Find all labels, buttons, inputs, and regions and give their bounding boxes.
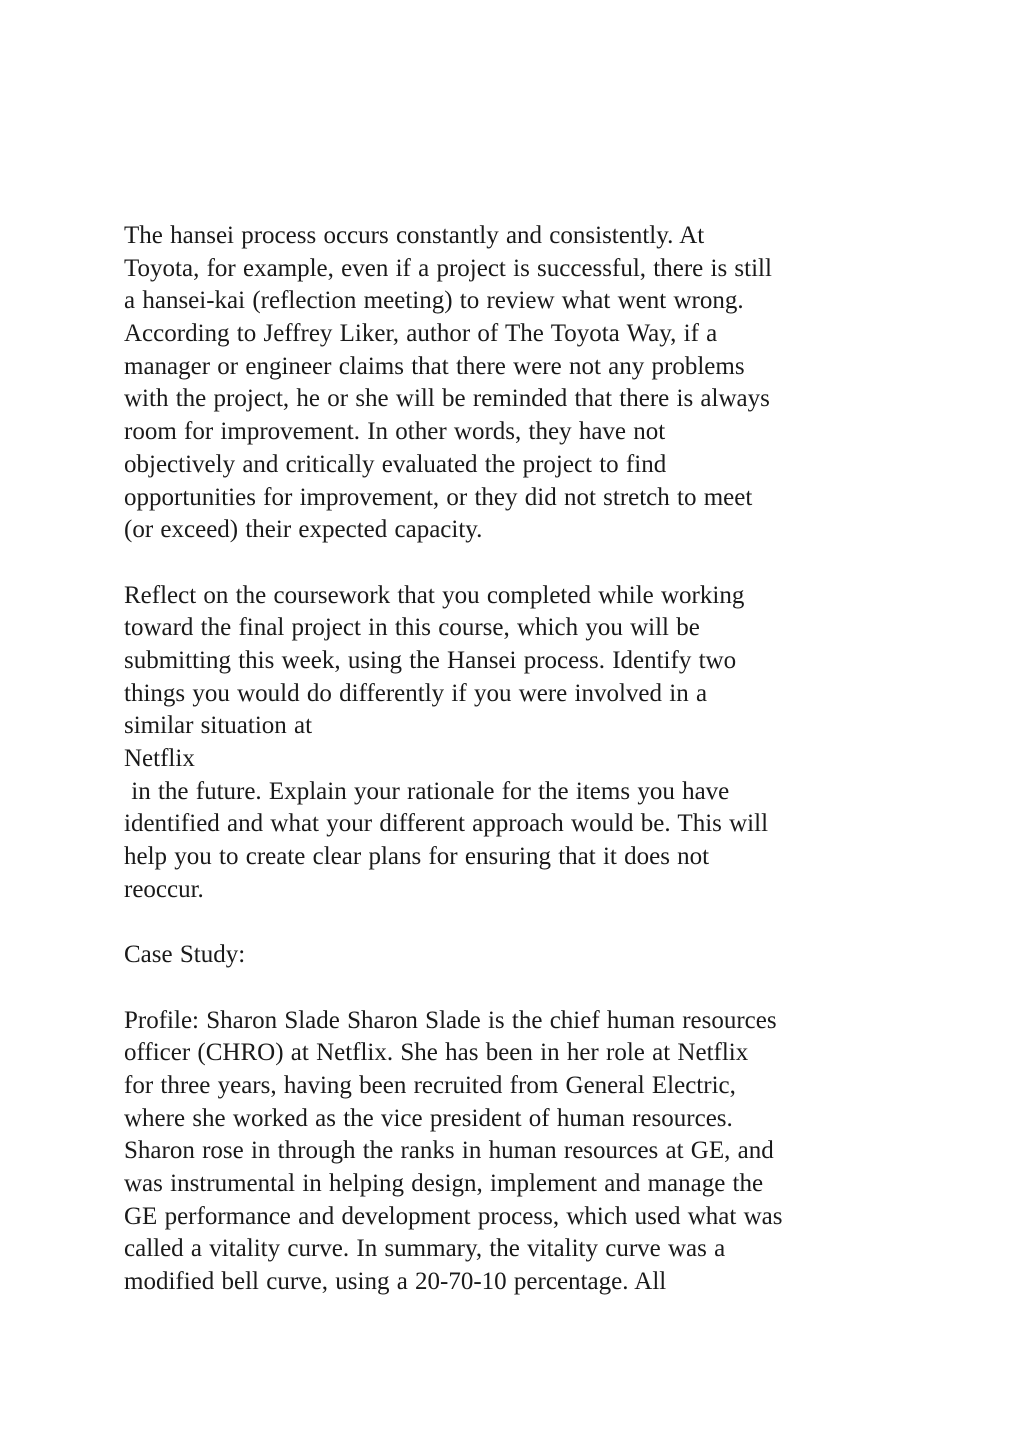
paragraph-spacer — [124, 547, 964, 580]
text-line: submitting this week, using the Hansei process. Identify two — [124, 646, 737, 674]
text-line: identified and what your different approach would be. This will — [124, 810, 769, 838]
text-line: called a vitality curve. In summary, the vitality curve was a — [124, 1235, 726, 1263]
text-line: for three years, having been recruited from General Electric, — [124, 1071, 736, 1099]
text-line: in the future. Explain your rationale for the items you have — [124, 777, 730, 805]
text-line: Reflect on the coursework that you completed while working — [124, 581, 745, 609]
paragraph-sharon-slade-profile — [124, 1005, 964, 1299]
paragraph-hansei-process — [124, 220, 964, 547]
text-line: toward the final project in this course, which you will be — [124, 614, 700, 642]
text-line: with the project, he or she will be reminded that there is always — [124, 385, 770, 413]
text-line: was instrumental in helping design, implement and manage the — [124, 1169, 764, 1197]
paragraph-reflection-prompt — [124, 580, 964, 907]
paragraph-spacer — [124, 906, 964, 939]
text-line: objectively and critically evaluated the project to find — [124, 450, 667, 478]
text-line: help you to create clear plans for ensuring that it does not — [124, 843, 710, 871]
text-line: Toyota, for example, even if a project is successful, there is still — [124, 254, 772, 282]
text-line: officer (CHRO) at Netflix. She has been in her role at Netflix — [124, 1039, 749, 1067]
text-line: things you would do differently if you were involved in a — [124, 679, 708, 707]
case-study-heading: Case Study: — [124, 941, 246, 969]
text-line: GE performance and development process, which used what was — [124, 1202, 783, 1230]
text-line: where she worked as the vice president of human resources. — [124, 1104, 733, 1132]
text-line: room for improvement. In other words, they have not — [124, 418, 666, 446]
text-line: Netflix — [124, 745, 195, 772]
text-line: opportunities for improvement, or they did not stretch to meet — [124, 483, 753, 511]
text-line: reoccur. — [124, 875, 204, 903]
text-line: Profile: Sharon Slade Sharon Slade is the chief human resources — [124, 1006, 777, 1034]
text-line: Sharon rose in through the ranks in human resources at GE, and — [124, 1137, 774, 1165]
text-line: manager or engineer claims that there were not any problems — [124, 352, 745, 380]
text-line: The hansei process occurs constantly and consistently. At — [124, 222, 705, 249]
text-line: modified bell curve, using a 20-70-10 percentage. All — [124, 1268, 667, 1295]
text-line: According to Jeffrey Liker, author of The Toyota Way, if a — [124, 320, 718, 348]
document-body — [124, 220, 964, 1299]
text-line: (or exceed) their expected capacity. — [124, 516, 483, 544]
text-line: similar situation at — [124, 712, 313, 740]
text-line: a hansei-kai (reflection meeting) to review what went wrong. — [124, 287, 744, 315]
paragraph-spacer — [124, 972, 964, 1005]
